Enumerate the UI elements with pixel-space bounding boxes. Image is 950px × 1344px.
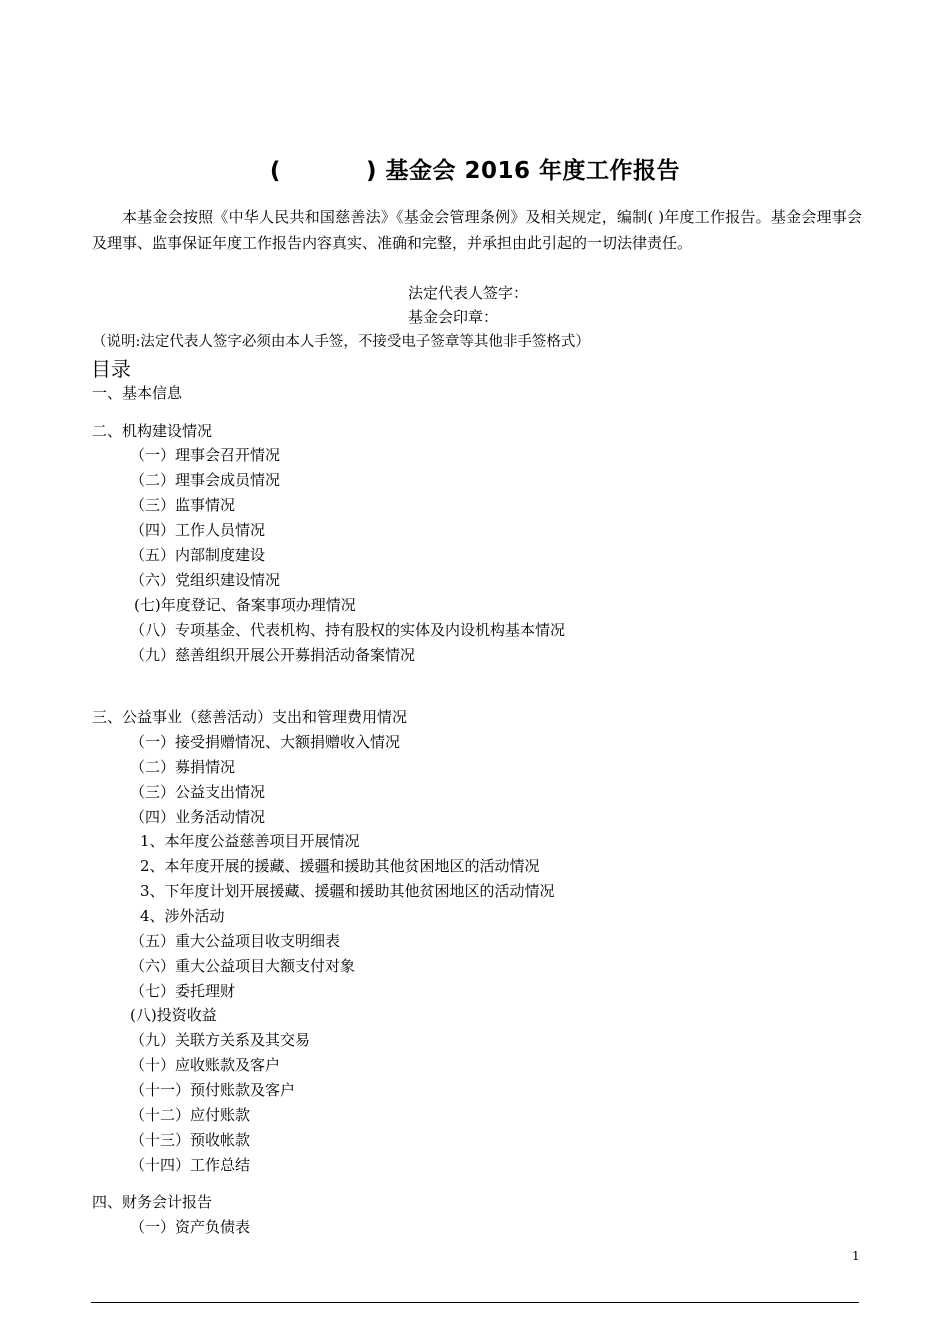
toc-item: （十二）应付账款 [130,1106,251,1124]
toc-item: （一）接受捐赠情况、大额捐赠收入情况 [130,733,401,751]
toc-item: （二）理事会成员情况 [130,471,281,489]
toc-item: （六）重大公益项目大额支付对象 [130,957,356,975]
toc-title: 目录 [91,357,131,381]
toc-item: （四）工作人员情况 [130,521,266,539]
toc-item: （十三）预收帐款 [130,1131,251,1149]
toc-item: （一）资产负债表 [130,1218,251,1236]
toc-item: （八）专项基金、代表机构、持有股权的实体及内设机构基本情况 [130,621,566,639]
toc-item: （六）党组织建设情况 [130,571,281,589]
toc-item: （十四）工作总结 [130,1156,251,1174]
toc-subitem: 2、本年度开展的援藏、援疆和援助其他贫困地区的活动情况 [140,857,540,875]
toc-item: （二）募捐情况 [130,758,236,776]
toc-section: 二、机构建设情况 [92,422,213,440]
toc-item: （四）业务活动情况 [130,808,266,826]
intro-paragraph: 本基金会按照《中华人民共和国慈善法》《基金会管理条例》及相关规定，编制( )年度工作报告。基金会理事会及理事、监事保证年度工作报告内容真实、准确和完整，并承担由此引起的一切法律责任。 [92,208,862,252]
toc-item: （三）监事情况 [130,496,236,514]
seal-label: 基金会印章： [408,308,499,326]
toc-item: (七)年度登记、备案事项办理情况 [134,596,356,614]
toc-item: （九）慈善组织开展公开募捐活动备案情况 [130,646,416,664]
toc-item: （五）内部制度建设 [130,546,266,564]
toc-item: （十一）预付账款及客户 [130,1081,296,1099]
footer-rule [91,1302,859,1303]
toc-item: （七）委托理财 [130,982,236,1000]
toc-section: 三、公益事业（慈善活动）支出和管理费用情况 [92,708,408,726]
signature-label: 法定代表人签字： [408,284,529,302]
toc-subitem: 3、下年度计划开展援藏、援疆和援助其他贫困地区的活动情况 [140,882,555,900]
toc-item: （三）公益支出情况 [130,783,266,801]
report-title: ( ) 基金会 2016 年度工作报告 [269,158,681,184]
toc-subitem: 1、本年度公益慈善项目开展情况 [140,832,360,850]
toc-item: (八)投资收益 [130,1006,217,1024]
toc-section: 四、财务会计报告 [92,1193,213,1211]
toc-item: （一）理事会召开情况 [130,446,281,464]
toc-subitem: 4、涉外活动 [140,907,225,925]
toc-item: （十）应收账款及客户 [130,1056,281,1074]
signature-note: （说明:法定代表人签字必须由本人手签，不接受电子签章等其他非手签格式） [92,334,590,350]
toc-section: 一、基本信息 [92,384,183,402]
page-number: 1 [852,1249,860,1263]
toc-item: （九）关联方关系及其交易 [130,1031,311,1049]
toc-item: （五）重大公益项目收支明细表 [130,932,341,950]
